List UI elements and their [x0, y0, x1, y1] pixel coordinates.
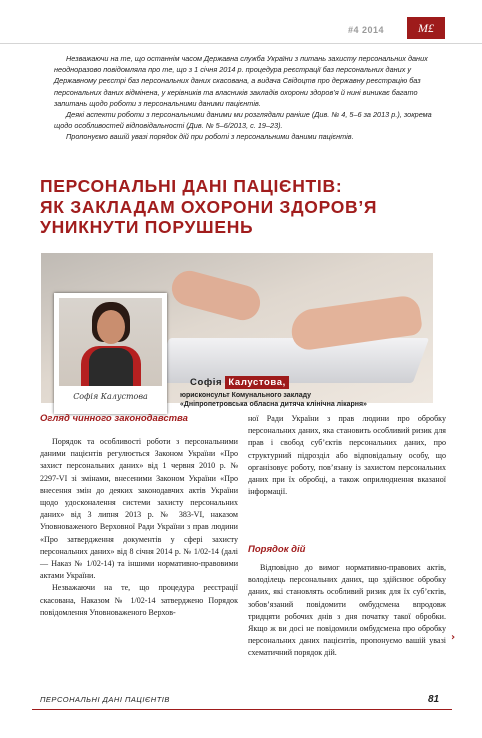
- author-first-name: Софія: [190, 377, 223, 388]
- column-right-procedure: [248, 562, 446, 660]
- author-photo: [59, 298, 162, 386]
- lead-paragraphs: [54, 53, 444, 143]
- magazine-logo: M£: [407, 17, 445, 39]
- author-role-line-2: «Дніпропетровська обласна дитяча клінічна лікарня»: [180, 401, 367, 409]
- body-paragraph-1: Порядок та особливості роботи з персональними даними пацієнтів регулюється Законом України «Про захист персональних даних» від 1 червня 2010 р. № 2297-VI зі змінами, внесеними Законом України «Про внесення змін до деяких законодавчих актів України щодо удосконалення системи захисту персональних даних» від 3 липня 2013 р. № 383-VI, наказом Уповноваженого Верховної Ради України з прав людини «Про затвердження документів у сфері захисту персональних даних» від 8 січня 2014 р. № 1/02-14 (далі — Наказ № 1/02-14) та іншими нормативно-правовими актами України.: [40, 437, 238, 581]
- author-name: [190, 377, 289, 388]
- footer-section-title: ПЕРСОНАЛЬНІ ДАНІ ПАЦІЄНТІВ: [40, 695, 170, 704]
- column-right: [248, 413, 446, 498]
- lead-paragraph-2: Деякі аспекти роботи з персональними даними ми розглядали раніше (Див. № 4, 5–6 за 2013 р.), зокрема щодо особливостей відповідальності (Див. № 5–6/2013, с. 19–23).: [54, 110, 432, 131]
- body-paragraph-continuation: ної Ради України з прав людини про обробку персональних даних, яка становить особливий ризик для прав і свобод суб’єктів персональних даних, про структурний підрозділ або відповідальну особу, що організовує роботу, пов’язану із захистом персональних даних при їх обробці, а також оприлюднення вказаної інформації.: [248, 414, 446, 497]
- page-number: 81: [428, 694, 440, 705]
- hand-shape-left: [168, 267, 264, 324]
- column-left: [40, 436, 238, 619]
- header-divider: [0, 43, 482, 44]
- title-line-2: ЯК ЗАКЛАДАМ ОХОРОНИ ЗДОРОВ’Я: [40, 196, 378, 217]
- author-surname: Калустова,: [225, 376, 288, 389]
- title-line-1: ПЕРСОНАЛЬНІ ДАНІ ПАЦІЄНТІВ:: [40, 176, 343, 196]
- author-role-line-1: юрисконсульт Комунального закладу: [180, 392, 312, 399]
- lead-paragraph-1: Незважаючи на те, що останнім часом Державна служба України з питань захисту персональних даних неодноразово повідомляла про те, що з 1 січня 2014 р. процедура реєстрації баз персональних даних у Державному реєстрі баз персональних даних скасована, а видача Свідоцтв про державну реєстрацію баз персональних даних відмінена, у керівників та власників закладів охорони здоров’я й нині виникає багато запитань щодо роботи з персональними даними пацієнтів.: [54, 54, 428, 108]
- continue-arrow-icon: ›: [451, 632, 456, 643]
- lead-paragraph-3: Пропонуємо вашій увазі порядок дій при роботі з персональними даними пацієнтів.: [66, 132, 354, 142]
- title-line-3: УНИКНУТИ ПОРУШЕНЬ: [40, 217, 254, 237]
- footer-divider: [32, 709, 452, 710]
- issue-number: #4 2014: [348, 25, 385, 35]
- body-paragraph-procedure: Відповідно до вимог нормативно-правових актів, володілець персональних даних, що здійснює обробку даних, які становлять особливий ризик для їх суб’єктів, зобов’язаний повідомити омбудсмена впродовж тридцяти робочих днів з дня початку такої обробки. Якщо ж ви досі не повідомили омбудсмена про обробку персональних даних пацієнтів, пропонуємо вашій увазі схематичний порядок дій.: [248, 563, 446, 658]
- article-title: [40, 176, 460, 238]
- section-heading-legislation: Огляд чинного законодавства: [40, 413, 188, 424]
- body-paragraph-2: Незважаючи на те, що процедура реєстрації скасована, Наказом № 1/02-14 затверджено Порядок повідомлення Уповноваженого Верхов-: [40, 583, 238, 617]
- section-heading-procedure: Порядок дій: [248, 544, 306, 555]
- author-signature: Софія Калустова: [73, 392, 148, 401]
- author-portrait: [54, 293, 167, 414]
- author-role: [180, 391, 440, 410]
